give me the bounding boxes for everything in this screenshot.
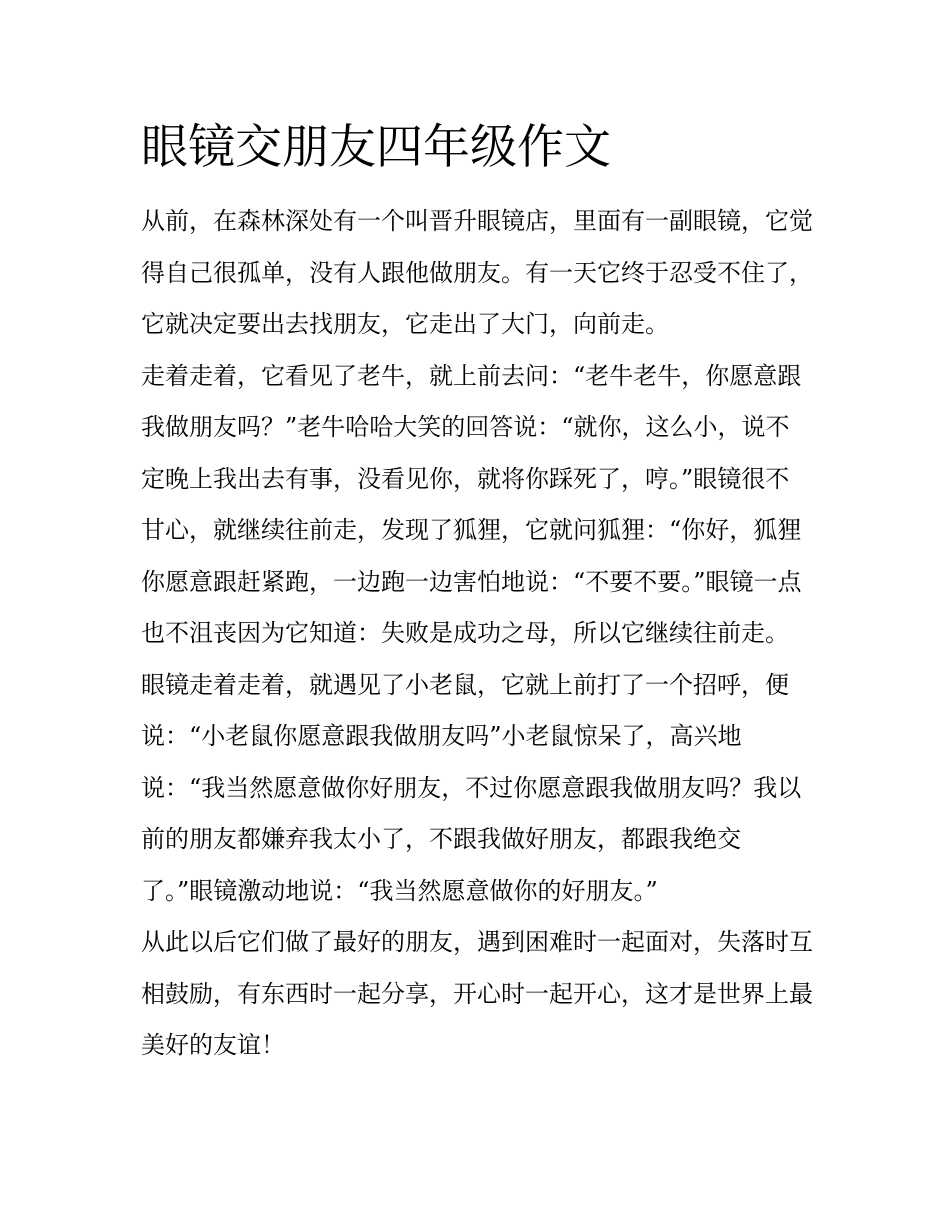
document-title: 眼镜交朋友四年级作文 [141,120,611,175]
paragraph-4: 从此以后它们做了最好的朋友，遇到困难时一起面对，失落时互相鼓励，有东西时一起分享，开心时一起开心，这才是世界上最美好的友谊！ [141,928,813,1059]
paragraph-2: 走着走着，它看见了老牛，就上前去问：“老牛老牛，你愿意跟我做朋友吗？”老牛哈哈大笑的回答说：“就你，这么小，说不定晚上我出去有事，没看见你，就将你踩死了，哼。”眼镜很不甘心，就继续往前走，发现了狐狸，它就问狐狸：“你好，狐狸你愿意跟赶紧跑，一边跑一边害怕地说：“不要不要。”眼镜一点也不沮丧因为它知道：失败是成功之母，所以它继续往前走。 [141,361,802,647]
document-body [141,196,813,1072]
paragraph-3: 眼镜走着走着，就遇见了小老鼠，它就上前打了一个招呼，便说：“小老鼠你愿意跟我做朋友吗”小老鼠惊呆了，高兴地说：“我当然愿意做你好朋友，不过你愿意跟我做朋友吗？我以前的朋友都嫌弃我太小了，不跟我做好朋友，都跟我绝交了。”眼镜激动地说：“我当然愿意做你的好朋友。” [141,670,802,905]
paragraph-1: 从前，在森林深处有一个叫晋升眼镜店，里面有一副眼镜，它觉得自己很孤单，没有人跟他做朋友。有一天它终于忍受不住了，它就决定要出去找朋友，它走出了大门，向前走。 [141,207,813,338]
